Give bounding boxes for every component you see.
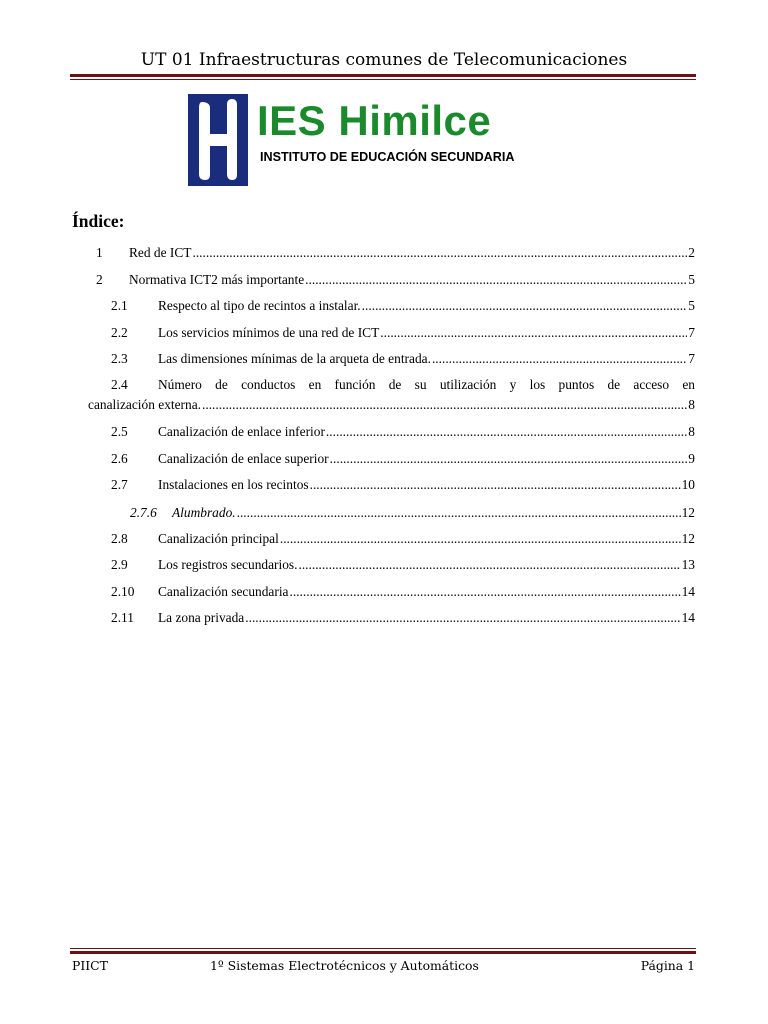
toc-leader-dots <box>330 451 688 467</box>
toc-entry-2-3[interactable] <box>111 351 695 367</box>
toc-entry-label: La zona privada <box>158 610 245 625</box>
toc-entry-page: 7 <box>688 351 695 366</box>
toc-entry-label: Canalización principal <box>158 531 279 546</box>
toc-heading: Índice: <box>72 211 125 231</box>
toc-entry-2-11[interactable] <box>111 610 695 626</box>
toc-entry-label-continued: canalización externa. <box>88 397 202 412</box>
logo-h-icon <box>188 94 248 186</box>
toc-entry-label: Las dimensiones mínimas de la arqueta de entrada. <box>158 351 431 366</box>
toc-leader-dots <box>310 477 681 493</box>
toc-entry-2-5[interactable] <box>111 424 695 440</box>
logo-school-name: IES Himilce <box>257 97 492 144</box>
toc-leader-dots <box>380 325 687 341</box>
toc-entry-number: 2.7.6 <box>130 505 157 520</box>
header-rule-thick <box>70 74 696 77</box>
header-rule-thin <box>70 79 696 80</box>
toc-entry-label: Canalización de enlace inferior <box>158 424 325 439</box>
toc-entry-page: 12 <box>681 531 695 546</box>
toc-leader-dots <box>237 505 681 521</box>
toc-entry-page: 12 <box>681 505 695 520</box>
toc-entry-2-4-line2[interactable] <box>88 397 695 413</box>
toc-entry-page: 8 <box>688 424 695 439</box>
toc-entry-number: 2.5 <box>111 424 128 439</box>
toc-entry-2-1[interactable] <box>111 298 695 314</box>
toc-leader-dots <box>290 584 681 600</box>
toc-entry-number: 2 <box>96 272 103 287</box>
toc-entry-number: 2.6 <box>111 451 128 466</box>
toc-entry-number: 2.7 <box>111 477 128 492</box>
toc-entry-page: 14 <box>681 584 695 599</box>
toc-entry-page: 13 <box>681 557 695 572</box>
toc-leader-dots <box>326 424 687 440</box>
toc-entry-2-9[interactable] <box>111 557 695 573</box>
school-logo <box>188 94 588 186</box>
toc-entry-page: 10 <box>681 477 695 492</box>
toc-entry-2-10[interactable] <box>111 584 695 600</box>
toc-entry-label: Normativa ICT2 más importante <box>129 272 305 287</box>
footer-rule-thin <box>70 948 696 949</box>
toc-entry-2-2[interactable] <box>111 325 695 341</box>
toc-entry-1[interactable] <box>96 245 695 261</box>
toc-entry-label: Número de conductos en función de su utilización y los puntos de acceso en <box>158 377 695 392</box>
toc-entry-number: 2.9 <box>111 557 128 572</box>
toc-entry-2[interactable] <box>96 272 695 288</box>
toc-entry-page: 9 <box>688 451 695 466</box>
footer-rule-thick <box>70 951 696 954</box>
toc-leader-dots <box>305 272 687 288</box>
toc-entry-label: Los registros secundarios. <box>158 557 298 572</box>
footer-center: 1º Sistemas Electrotécnicos y Automáticos <box>210 958 479 973</box>
toc-entry-number: 2.2 <box>111 325 128 340</box>
toc-leader-dots <box>202 397 687 413</box>
toc-leader-dots <box>432 351 687 367</box>
toc-entry-label: Red de ICT <box>129 245 192 260</box>
toc-entry-number: 2.1 <box>111 298 128 313</box>
toc-entry-page: 5 <box>688 298 695 313</box>
page-header-title: UT 01 Infraestructuras comunes de Telecomunicaciones <box>140 50 628 70</box>
toc-entry-number: 2.10 <box>111 584 135 599</box>
toc-entry-2-7-6[interactable] <box>130 505 695 521</box>
toc-leader-dots <box>245 610 680 626</box>
footer-left: PIICT <box>72 958 108 973</box>
toc-entry-number: 2.3 <box>111 351 128 366</box>
toc-entry-2-6[interactable] <box>111 451 695 467</box>
toc-entry-label: Los servicios mínimos de una red de ICT <box>158 325 380 340</box>
toc-leader-dots <box>362 298 688 314</box>
toc-entry-page: 14 <box>681 610 695 625</box>
toc-entry-2-7[interactable] <box>111 477 695 493</box>
logo-h-mark <box>188 94 248 186</box>
toc-entry-number: 2.8 <box>111 531 128 546</box>
toc-entry-label: Instalaciones en los recintos <box>158 477 309 492</box>
toc-entry-number: 2.11 <box>111 610 134 625</box>
toc-entry-label: Alumbrado. <box>172 505 236 520</box>
toc-entry-2-4-line1[interactable] <box>111 377 695 393</box>
toc-entry-number: 2.4 <box>111 377 128 392</box>
toc-leader-dots <box>192 245 687 261</box>
logo-subtitle: INSTITUTO DE EDUCACIÓN SECUNDARIA <box>260 150 515 164</box>
toc-entry-number: 1 <box>96 245 103 260</box>
toc-leader-dots <box>280 531 681 547</box>
toc-entry-label: Canalización de enlace superior <box>158 451 329 466</box>
toc-entry-label: Respecto al tipo de recintos a instalar. <box>158 298 361 313</box>
toc-entry-page: 5 <box>688 272 695 287</box>
footer-page-number: Página 1 <box>640 958 695 973</box>
toc-entry-label: Canalización secundaria <box>158 584 289 599</box>
toc-leader-dots <box>298 557 680 573</box>
toc-entry-page: 2 <box>688 245 695 260</box>
toc-entry-page: 8 <box>688 397 695 412</box>
toc-entry-page: 7 <box>688 325 695 340</box>
toc-entry-2-8[interactable] <box>111 531 695 547</box>
